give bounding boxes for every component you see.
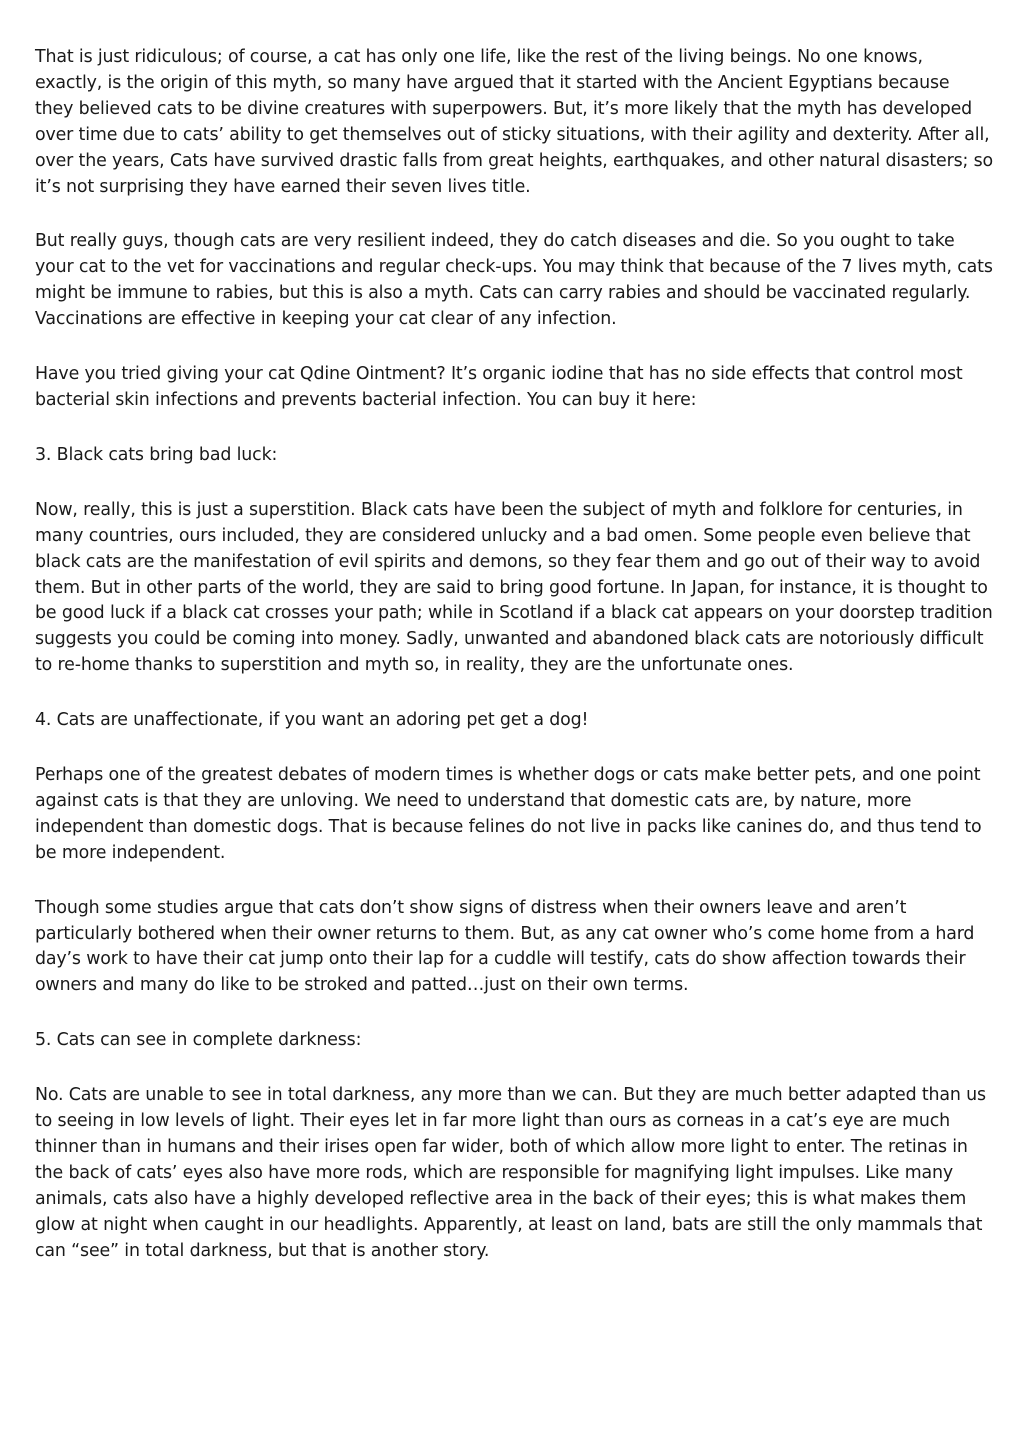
heading-black-cats: 3. Black cats bring bad luck:: [35, 444, 278, 465]
heading-darkness: 5. Cats can see in complete darkness:: [35, 1030, 362, 1051]
paragraph-qdine-ointment: Have you tried giving your cat Qdine Ointment? It’s organic iodine that has no side effects that control most bacterial skin infections and prevents bacterial infection. You can buy it here:: [35, 364, 963, 410]
document-body: [35, 45, 993, 1294]
paragraph-affection: Though some studies argue that cats don’t show signs of distress when their owners leave and aren’t particularly bothered when their owner returns to them. But, as any cat owner who’s come home from a hard day’s work to have their cat jump onto their lap for a cuddle will testify, cats do show affection towards their owners and many do like to be stroked and patted…just on their own terms.: [35, 897, 975, 996]
paragraph-vet-vaccinations: But really guys, though cats are very resilient indeed, they do catch diseases and die. So you ought to take your cat to the vet for vaccinations and regular check-ups. You may think that because of the 7 lives myth, cats might be immune to rabies, but this is also a myth. Cats can carry rabies and should be vaccinated regularly. Vaccinations are effective in keeping your cat clear of any infection.: [35, 231, 993, 330]
paragraph-black-cats: Now, really, this is just a superstition. Black cats have been the subject of myth and folklore for centuries, in many countries, ours included, they are considered unlucky and a bad omen. Some people even believe that black cats are the manifestation of evil spirits and demons, so they fear them and go out of their way to avoid them. But in other parts of the world, they are said to bring good fortune. In Japan, for instance, it is thought to be good luck if a black cat crosses your path; while in Scotland if a black cat appears on your doorstep tradition suggests you could be coming into money. Sadly, unwanted and abandoned black cats are notoriously difficult to re-home thanks to superstition and myth so, in reality, they are the unfortunate ones.: [35, 499, 993, 676]
paragraph-seven-lives: That is just ridiculous; of course, a cat has only one life, like the rest of the living beings. No one knows, exactly, is the origin of this myth, so many have argued that it started with the Ancient Egyptians because they believed cats to be divine creatures with superpowers. But, it’s more likely that the myth has developed over time due to cats’ ability to get themselves out of sticky situations, with their agility and dexterity. After all, over the years, Cats have survived drastic falls from great heights, earthquakes, and other natural disasters; so it’s not surprising they have earned their seven lives title.: [35, 47, 993, 197]
paragraph-dogs-vs-cats: Perhaps one of the greatest debates of modern times is whether dogs or cats make better pets, and one point against cats is that they are unloving. We need to understand that domestic cats are, by nature, more independent than domestic dogs. That is because felines do not live in packs like canines do, and thus tend to be more independent.: [35, 765, 982, 863]
paragraph-darkness: No. Cats are unable to see in total darkness, any more than we can. But they are much better adapted than us to seeing in low levels of light. Their eyes let in far more light than ours as corneas in a cat’s eye are much thinner than in humans and their irises open far wider, both of which allow more light to enter. The retinas in the back of cats’ eyes also have more rods, which are responsible for magnifying light impulses. Like many animals, cats also have a highly developed reflective area in the back of their eyes; this is what makes them glow at night when caught in our headlights. Apparently, at least on land, bats are still the only mammals that can “see” in total darkness, but that is another story.: [35, 1085, 986, 1261]
heading-unaffectionate: 4. Cats are unaffectionate, if you want an adoring pet get a dog!: [35, 710, 589, 731]
